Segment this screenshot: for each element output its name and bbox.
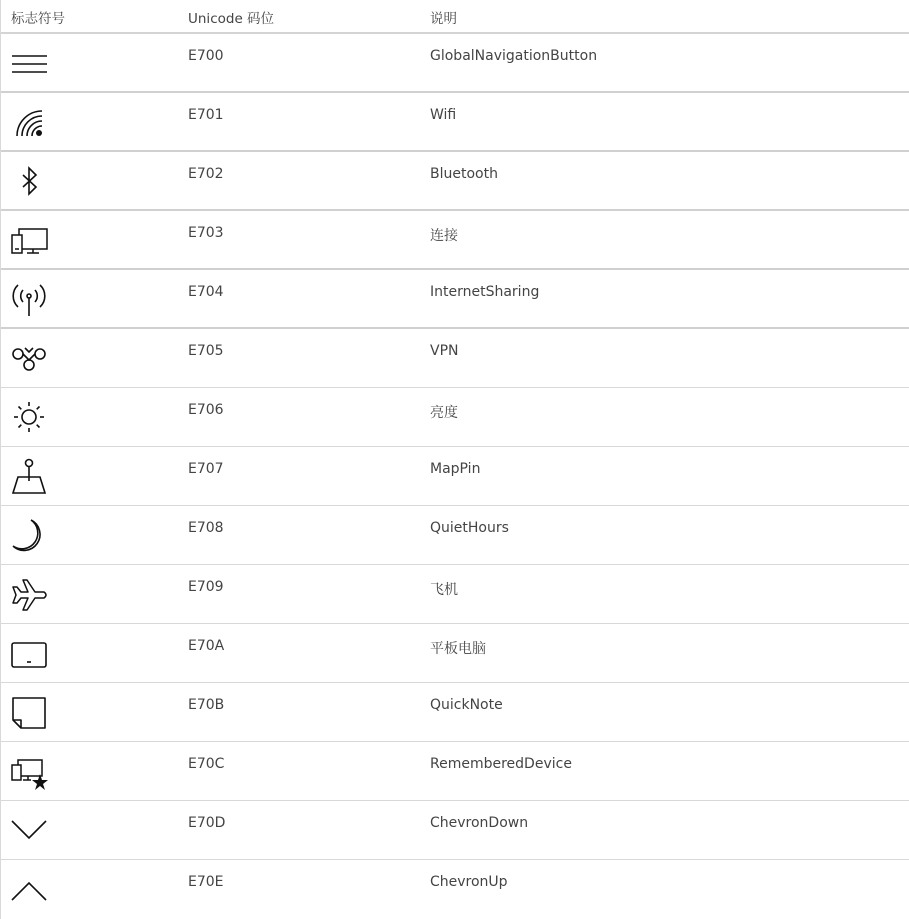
unicode-value: E709	[188, 579, 224, 595]
unicode-value: E70B	[188, 697, 225, 713]
table-body	[1, 34, 909, 919]
unicode-value: E706	[188, 402, 224, 418]
description: 亮度	[430, 405, 458, 421]
table-row	[1, 565, 909, 624]
table-header	[1, 0, 909, 34]
description: 连接	[430, 228, 458, 244]
unicode-value: E702	[188, 166, 224, 182]
unicode-value: E700	[188, 48, 224, 64]
description: VPN	[430, 343, 459, 359]
chevron-down-icon	[9, 811, 49, 851]
unicode-value: E70E	[188, 874, 224, 890]
table-row	[1, 152, 909, 211]
description: InternetSharing	[430, 284, 540, 300]
description: MapPin	[430, 461, 481, 477]
brightness-icon	[9, 398, 49, 438]
description: Wifi	[430, 107, 457, 123]
table-row	[1, 506, 909, 565]
description: QuickNote	[430, 697, 503, 713]
header-unicode: Unicode 码位	[188, 11, 275, 27]
unicode-value: E70D	[188, 815, 226, 831]
table-row	[1, 860, 909, 919]
table-row	[1, 624, 909, 683]
table-row	[1, 270, 909, 329]
unicode-value: E705	[188, 343, 224, 359]
table-row	[1, 34, 909, 93]
table-row	[1, 93, 909, 152]
bluetooth-icon	[9, 162, 49, 202]
quick-note-icon	[9, 693, 49, 733]
description: RememberedDevice	[430, 756, 572, 772]
unicode-value: E701	[188, 107, 224, 123]
description: ChevronDown	[430, 815, 529, 831]
connect-icon	[9, 221, 49, 261]
chevron-up-icon	[9, 870, 49, 910]
table-row	[1, 388, 909, 447]
wifi-icon	[9, 103, 49, 143]
quiet-hours-icon	[9, 516, 49, 556]
unicode-value: E70A	[188, 638, 225, 654]
table-row	[1, 329, 909, 388]
description: QuietHours	[430, 520, 509, 536]
vpn-icon	[9, 339, 49, 379]
table-row	[1, 801, 909, 860]
description: GlobalNavigationButton	[430, 48, 598, 64]
unicode-value: E708	[188, 520, 224, 536]
internet-sharing-icon	[9, 280, 49, 320]
description: 飞机	[430, 582, 458, 598]
description: Bluetooth	[430, 166, 498, 182]
unicode-value: E707	[188, 461, 224, 477]
table-row	[1, 447, 909, 506]
unicode-value: E704	[188, 284, 224, 300]
unicode-value: E703	[188, 225, 224, 241]
table-row	[1, 683, 909, 742]
table-row	[1, 211, 909, 270]
tablet-icon	[9, 634, 49, 674]
description: 平板电脑	[430, 641, 486, 657]
unicode-value: E70C	[188, 756, 225, 772]
header-description: 说明	[430, 11, 457, 27]
airplane-icon	[9, 575, 49, 615]
map-pin-icon	[9, 457, 49, 497]
description: ChevronUp	[430, 874, 508, 890]
remembered-device-icon	[9, 752, 49, 792]
global-navigation-icon	[9, 44, 49, 84]
header-symbol: 标志符号	[11, 11, 65, 27]
table-row	[1, 742, 909, 801]
